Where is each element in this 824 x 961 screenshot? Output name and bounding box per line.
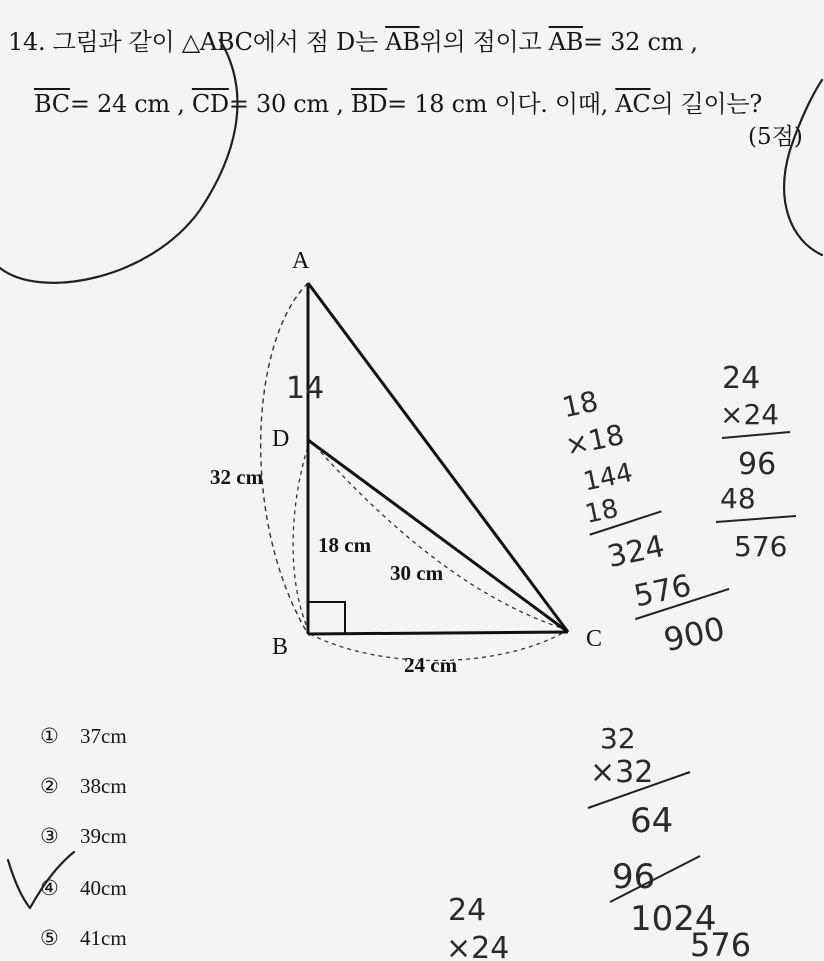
calc-line: 96: [738, 447, 777, 482]
side-bc: [308, 632, 568, 634]
calc-line: 576: [631, 568, 695, 615]
handwritten-ad-length: 14: [286, 371, 325, 406]
handwritten-calc-24-bottom: [446, 893, 509, 961]
pen-circle-left: [0, 40, 237, 283]
vertex-label-c: C: [586, 626, 603, 652]
vertex-label-d: D: [272, 426, 290, 452]
question-text: = 18 cm 이다. 이때,: [387, 90, 616, 118]
calc-line: 48: [720, 482, 756, 515]
question-text: = 30 cm ,: [228, 90, 351, 118]
question-text: 그림과 같이 △ABC에서 점 D는: [52, 28, 386, 56]
question-text: 위의 점이고: [419, 28, 549, 56]
calc-line: 144: [580, 457, 636, 498]
calc-rule: [722, 432, 790, 438]
pen-circle-right: [784, 80, 822, 255]
segment-ab: $\overline{AB}$: [385, 28, 420, 56]
handwritten-calc-24: [716, 361, 796, 563]
calc-line: ×18: [562, 417, 628, 463]
question-text: = 24 cm ,: [69, 90, 192, 118]
length-label-bd: 18 cm: [318, 533, 372, 557]
calc-line: 324: [604, 528, 668, 576]
choice-number: ⑤: [40, 926, 59, 950]
calc-line: 24: [722, 361, 761, 396]
vertex-label-b: B: [272, 634, 289, 660]
calc-line: 18: [559, 384, 602, 425]
segment-cd: $\overline{CD}$: [191, 90, 229, 118]
choice-text: 40cm: [80, 876, 127, 900]
segment-ab: $\overline{AB}$: [548, 28, 584, 56]
calc-line: 96: [612, 857, 656, 897]
dashed-arc-ab: [261, 283, 308, 634]
choice-text: 38cm: [80, 774, 127, 798]
choice-number: ④: [40, 876, 59, 900]
calc-line: 64: [630, 801, 674, 841]
choice-number: ③: [40, 824, 59, 848]
calc-rule: [716, 516, 796, 522]
handwritten-calc-18: [554, 366, 740, 671]
question-points: (5점): [748, 124, 803, 150]
calc-line: 1024: [630, 899, 717, 939]
calc-line: ×24: [720, 398, 780, 431]
question-number: 14.: [8, 28, 46, 56]
choice-text: 37cm: [80, 724, 127, 748]
calc-line: 900: [660, 609, 729, 660]
calc-line: 18: [582, 493, 622, 530]
check-mark-icon: [8, 852, 74, 908]
calc-line: ×24: [446, 931, 510, 961]
calc-line: 24: [448, 893, 487, 928]
question-text: = 32 cm ,: [583, 28, 698, 56]
calc-line: ×32: [590, 755, 654, 790]
choice-number: ②: [40, 774, 59, 798]
handwritten-calc-32: [588, 722, 751, 961]
segment-bc: $\overline{BC}$: [34, 90, 70, 118]
calc-line: 576: [734, 530, 788, 563]
choice-text: 41cm: [80, 926, 127, 950]
choice-text: 39cm: [80, 824, 127, 848]
length-label-bc: 24 cm: [404, 653, 458, 677]
calc-line: 32: [600, 722, 636, 755]
length-label-cd: 30 cm: [390, 561, 444, 585]
choice-number: ①: [40, 724, 59, 748]
segment-bd: $\overline{BD}$: [350, 90, 388, 118]
question-text: 의 길이는?: [650, 90, 762, 118]
right-angle-mark: [308, 602, 345, 634]
vertex-label-a: A: [292, 248, 310, 274]
calc-line: 576: [690, 926, 752, 961]
length-label-ab: 32 cm: [210, 465, 264, 489]
segment-ac: $\overline{AC}$: [615, 90, 651, 118]
